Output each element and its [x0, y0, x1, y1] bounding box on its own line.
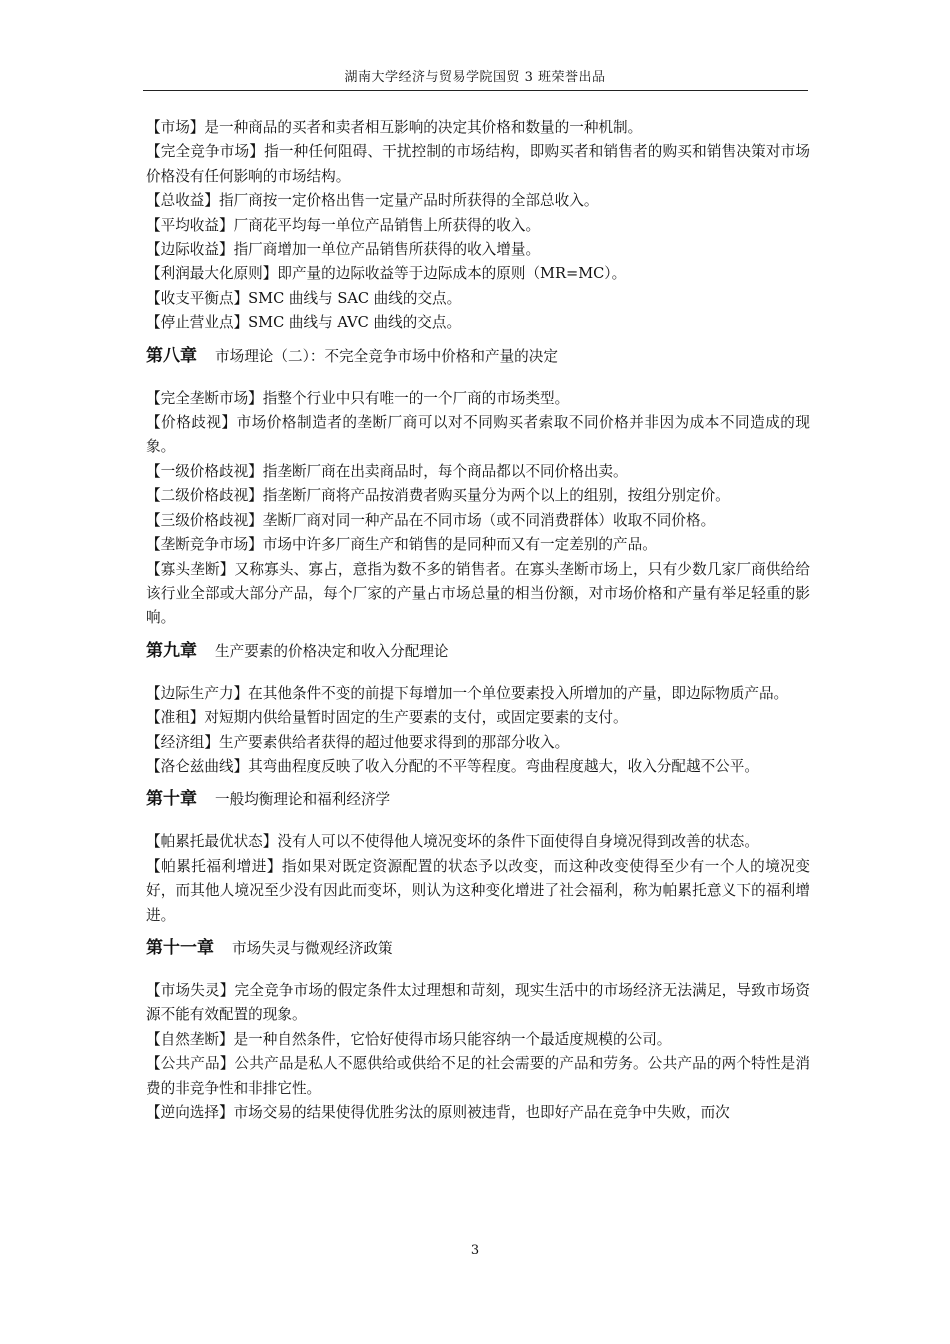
chapter-number: 第十一章: [146, 937, 214, 958]
chapter-number: 第八章: [146, 345, 197, 366]
term-definition: 【市场失灵】完全竞争市场的假定条件太过理想和苛刻，现实生活中的市场经济无法满足，导致市场资源不能有效配置的现象。: [146, 981, 810, 1024]
term-definition: 【收支平衡点】SMC 曲线与 SAC 曲线的交点。: [146, 289, 462, 307]
chapter-heading: [146, 342, 810, 371]
header-rule: [143, 90, 808, 91]
chapter-number: 第九章: [146, 640, 197, 661]
term-definition: 【价格歧视】市场价格制造者的垄断厂商可以对不同购买者索取不同价格并非因为成本不同造成的现象。: [146, 414, 810, 456]
term-definition: 【寡头垄断】又称寡头、寡占，意指为数不多的销售者。在寡头垄断市场上，只有少数几家厂商供给给该行业全部或大部分产品，每个厂家的产量占市场总量的相当份额，对市场价格和产量有举足轻重的影响。: [146, 560, 810, 627]
term-definition: 【帕累托福利增进】指如果对既定资源配置的状态予以改变，而这种改变使得至少有一个人的境况变好，而其他人境况至少没有因此而变坏，则认为这种变化增进了社会福利，称为帕累托意义下的福利增进。: [146, 857, 810, 924]
chapter-heading: [146, 637, 810, 666]
term-definition: 【总收益】指厂商按一定价格出售一定量产品时所获得的全部总收入。: [146, 192, 599, 210]
term-definition: 【经济组】生产要素供给者获得的超过他要求得到的那部分收入。: [146, 733, 570, 751]
term-definition: 【完全竞争市场】指一种任何阻碍、干扰控制的市场结构，即购买者和销售者的购买和销售决策对市场价格没有任何影响的市场结构。: [146, 143, 810, 185]
term-definition: 【边际收益】指厂商增加一单位产品销售所获得的收入增量。: [146, 241, 541, 259]
chapter-heading: [146, 785, 810, 814]
document-body: [146, 116, 810, 1125]
term-definition: 【二级价格歧视】指垄断厂商将产品按消费者购买量分为两个以上的组别，按组分别定价。: [146, 487, 730, 505]
page-number: 3: [470, 1243, 480, 1258]
chapter-title: 市场理论（二）：不完全竞争市场中价格和产量的决定: [215, 347, 558, 365]
term-definition: 【边际生产力】在其他条件不变的前提下每增加一个单位要素投入所增加的产量，即边际物质产品。: [146, 684, 789, 702]
term-definition: 【平均收益】厂商花平均每一单位产品销售上所获得的收入。: [146, 216, 541, 234]
term-definition: 【洛仑兹曲线】其弯曲程度反映了收入分配的不平等程度。弯曲程度越大，收入分配越不公平。: [146, 757, 759, 775]
chapter-heading: [146, 934, 810, 963]
term-definition: 【一级价格歧视】指垄断厂商在出卖商品时，每个商品都以不同价格出卖。: [146, 462, 628, 480]
term-definition: 【停止营业点】SMC 曲线与 AVC 曲线的交点。: [146, 314, 462, 332]
term-definition: 【市场】是一种商品的买者和卖者相互影响的决定其价格和数量的一种机制。: [146, 119, 643, 136]
chapter-title: 一般均衡理论和福利经济学: [215, 791, 391, 809]
term-definition: 【公共产品】公共产品是私人不愿供给或供给不足的社会需要的产品和劳务。公共产品的两个特性是消费的非竞争性和非排它性。: [146, 1055, 810, 1097]
term-definition: 【完全垄断市场】指整个行业中只有唯一的一个厂商的市场类型。: [146, 389, 570, 407]
term-definition: 【利润最大化原则】即产量的边际收益等于边际成本的原则（MR=MC）。: [146, 265, 627, 283]
chapter-title: 生产要素的价格决定和收入分配理论: [215, 642, 449, 660]
term-definition: 【准租】对短期内供给量暂时固定的生产要素的支付，或固定要素的支付。: [146, 709, 628, 727]
page-header: 湖南大学经济与贸易学院国贸 3 班荣誉出品: [344, 70, 606, 85]
chapter-title: 市场失灵与微观经济政策: [232, 939, 393, 957]
term-definition: 【垄断竞争市场】市场中许多厂商生产和销售的是同种而又有一定差别的产品。: [146, 536, 657, 554]
term-definition: 【逆向选择】市场交易的结果使得优胜劣汰的原则被违背，也即好产品在竞争中失败，而次: [146, 1104, 730, 1121]
term-definition: 【自然垄断】是一种自然条件，它恰好使得市场只能容纳一个最适度规模的公司。: [146, 1030, 672, 1048]
chapter-number: 第十章: [146, 789, 197, 810]
term-definition: 【三级价格歧视】垄断厂商对同一种产品在不同市场（或不同消费群体）收取不同价格。: [146, 511, 716, 529]
term-definition: 【帕累托最优状态】没有人可以不使得他人境况变坏的条件下面使得自身境况得到改善的状态。: [146, 833, 759, 851]
